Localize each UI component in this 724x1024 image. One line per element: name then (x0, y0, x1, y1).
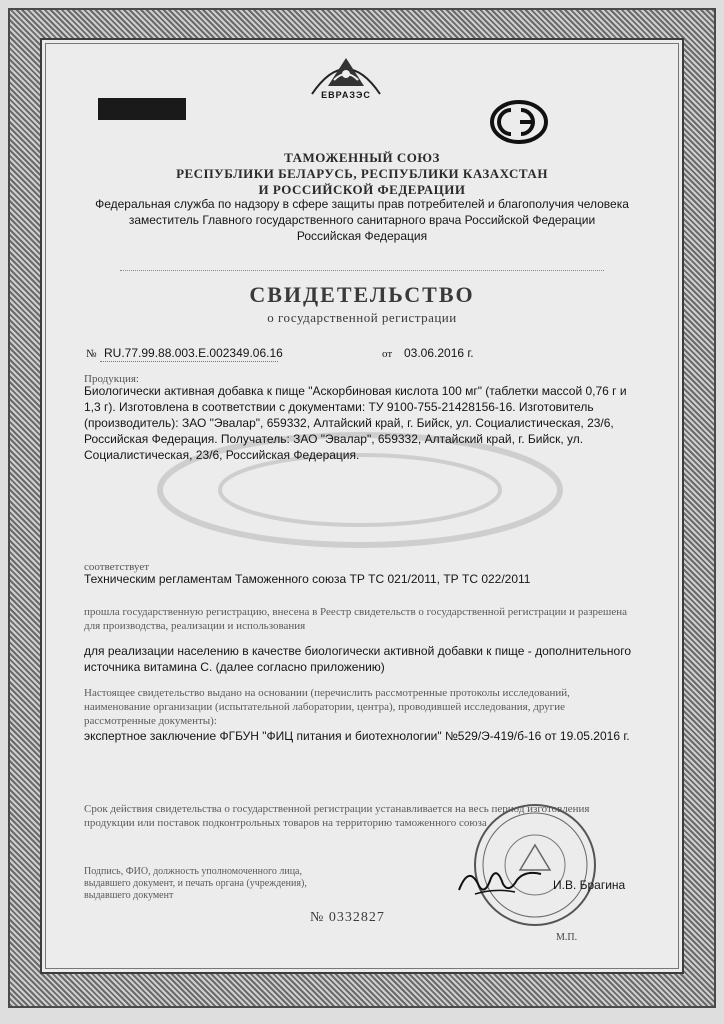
authority-line: Российская Федерация (296, 229, 428, 243)
serial-number: № 0332827 (310, 910, 385, 925)
basis-text: экспертное заключение ФГБУН "ФИЦ питания и биотехнологии" №529/Э-419/б-16 от 19.05.2016 г. (84, 729, 630, 743)
header-line: ТАМОЖЕННЫЙ СОЮЗ (284, 150, 440, 165)
handwritten-signature-icon (455, 860, 545, 900)
certificate-number: RU.77.99.88.003.Е.002349.06.16 (104, 346, 283, 360)
number-underline (100, 361, 278, 362)
authority-line: Федеральная служба по надзору в сфере защиты прав потребителей и благополучия человека (95, 197, 629, 211)
signer-name: И.В. Брагина (553, 878, 626, 892)
basis-label: Настоящее свидетельство выдано на основании (перечислить рассмотренные протоколы исследований, наименование организации (испытательной лаборатории, центра), проводившей исследования, другие рассмотренные документы): (84, 687, 570, 727)
redaction-block (98, 98, 186, 120)
number-label: № (86, 348, 97, 360)
certificate-date: 03.06.2016 г. (404, 346, 474, 360)
authority-line: заместитель Главного государственного санитарного врача Российской Федерации (128, 213, 596, 227)
signer-label: Подпись, ФИО, должность уполномоченного лица, выдавшего документ, и печать органа (учреждения), выдавшего документ (84, 866, 307, 901)
conformity-text: Техническим регламентам Таможенного союза ТР ТС 021/2011, ТР ТС 022/2011 (84, 572, 531, 586)
emblem-label: ЕВРАЗЭС (321, 90, 371, 100)
registration-statement: прошла государственную регистрацию, внесена в Реестр свидетельств о государственной регистрации и разрешена для производства, реализации и использования (84, 606, 628, 632)
se-conformity-mark-icon (490, 100, 548, 144)
product-description: Биологически активная добавка к пище "Аскорбиновая кислота 100 мг" (таблетки массой 0,76 г и 1,3 г). Изготовлена в соответствии с документами: ТУ 9100-755-21428156-16. Изготовитель (производитель): ЗАО "Эвалар", 659332, Алтайский край, г. Бийск, ул. Социалистическая, 23/6, Российская Федерация. Получатель: ЗАО "Эвалар", 659332, Алтайский край, г. Бийск, ул. Социалистическая, 23/6, Российская Федерация. (84, 384, 627, 462)
header-line: РЕСПУБЛИКИ БЕЛАРУСЬ, РЕСПУБЛИКИ КАЗАХСТАН (176, 166, 548, 181)
certificate-title: СВИДЕТЕЛЬСТВО (249, 282, 475, 307)
customs-union-header (120, 150, 604, 198)
date-label: от (382, 348, 393, 360)
issuing-authority (80, 196, 644, 244)
divider (120, 270, 604, 272)
header-line: И РОССИЙСКОЙ ФЕДЕРАЦИИ (258, 182, 466, 197)
product-label: Продукция: (84, 373, 139, 385)
seal-place-mark: М.П. (556, 932, 578, 943)
certificate-subtitle: о государственной регистрации (267, 310, 457, 325)
validity-statement: Срок действия свидетельства о государственной регистрации устанавливается на весь период изготовления продукции или поставок подконтрольных товаров на территорию таможенного союза (84, 803, 590, 829)
conformity-label: соответствует (84, 561, 150, 573)
registration-purpose: для реализации населению в качестве биологически активной добавки к пище - дополнительного источника витамина С. (далее согласно приложению) (84, 644, 631, 674)
